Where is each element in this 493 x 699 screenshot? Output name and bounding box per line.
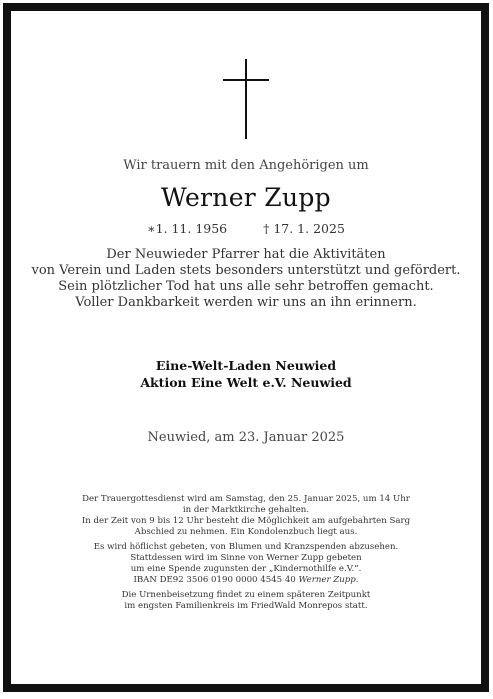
death-date: † 17. 1. 2025: [263, 221, 345, 236]
tribute-line: von Verein und Laden stets besonders unterstützt und gefördert.: [31, 263, 461, 278]
intro-text: Wir trauern mit den Angehörigen um: [123, 158, 369, 173]
life-dates: [11, 221, 481, 236]
notes-line: In der Zeit von 9 bis 12 Uhr besteht die Möglichkeit am aufgebahrten Sarg: [81, 516, 411, 526]
iban-number: IBAN DE92 3506 0190 0000 4545 40: [133, 575, 296, 585]
service-notes: [11, 494, 481, 616]
iban-line: [11, 575, 481, 586]
notes-line: Die Urnenbeisetzung findet zu einem späteren Zeitpunkt: [121, 590, 371, 600]
notes-line: Der Trauergottesdienst wird am Samstag, den 25. Januar 2025, um 14 Uhr: [82, 494, 410, 504]
notes-line: im engsten Familienkreis im FriedWald Monrepos statt.: [124, 601, 368, 611]
notes-line: in der Marktkirche gehalten.: [182, 505, 310, 515]
organization-name: Aktion Eine Welt e.V. Neuwied: [140, 375, 352, 390]
obituary-notice: [11, 11, 481, 684]
notes-line: um eine Spende zugunsten der „Kindernothilfe e.V.“.: [130, 564, 362, 574]
service-info: [11, 494, 481, 538]
tribute-line: Der Neuwieder Pfarrer hat die Aktivitäten: [106, 247, 386, 262]
tribute-line: Voller Dankbarkeit werden wir uns an ihn erinnern.: [75, 295, 417, 310]
donation-info: [11, 542, 481, 586]
cross-horizontal-bar: [223, 79, 269, 81]
birth-date: ∗1. 11. 1956: [147, 221, 228, 236]
burial-info: [11, 590, 481, 612]
tribute-text: [11, 247, 481, 311]
iban-reference: Werner Zupp.: [298, 575, 359, 585]
notes-line: Stattdessen wird im Sinne von Werner Zupp gebeten: [130, 553, 362, 563]
organizations: [11, 357, 481, 391]
place-and-date: Neuwied, am 23. Januar 2025: [147, 430, 345, 445]
tribute-line: Sein plötzlicher Tod hat uns alle sehr betroffen gemacht.: [58, 279, 434, 294]
cross-vertical-bar: [245, 59, 247, 139]
notes-line: Es wird höflichst gebeten, von Blumen und Kranzspenden abzusehen.: [93, 542, 399, 552]
organization-name: Eine-Welt-Laden Neuwied: [155, 358, 337, 373]
deceased-name: Werner Zupp: [161, 183, 331, 212]
obituary-frame: [3, 3, 489, 692]
notes-line: Abschied zu nehmen. Ein Kondolenzbuch liegt aus.: [134, 527, 358, 537]
